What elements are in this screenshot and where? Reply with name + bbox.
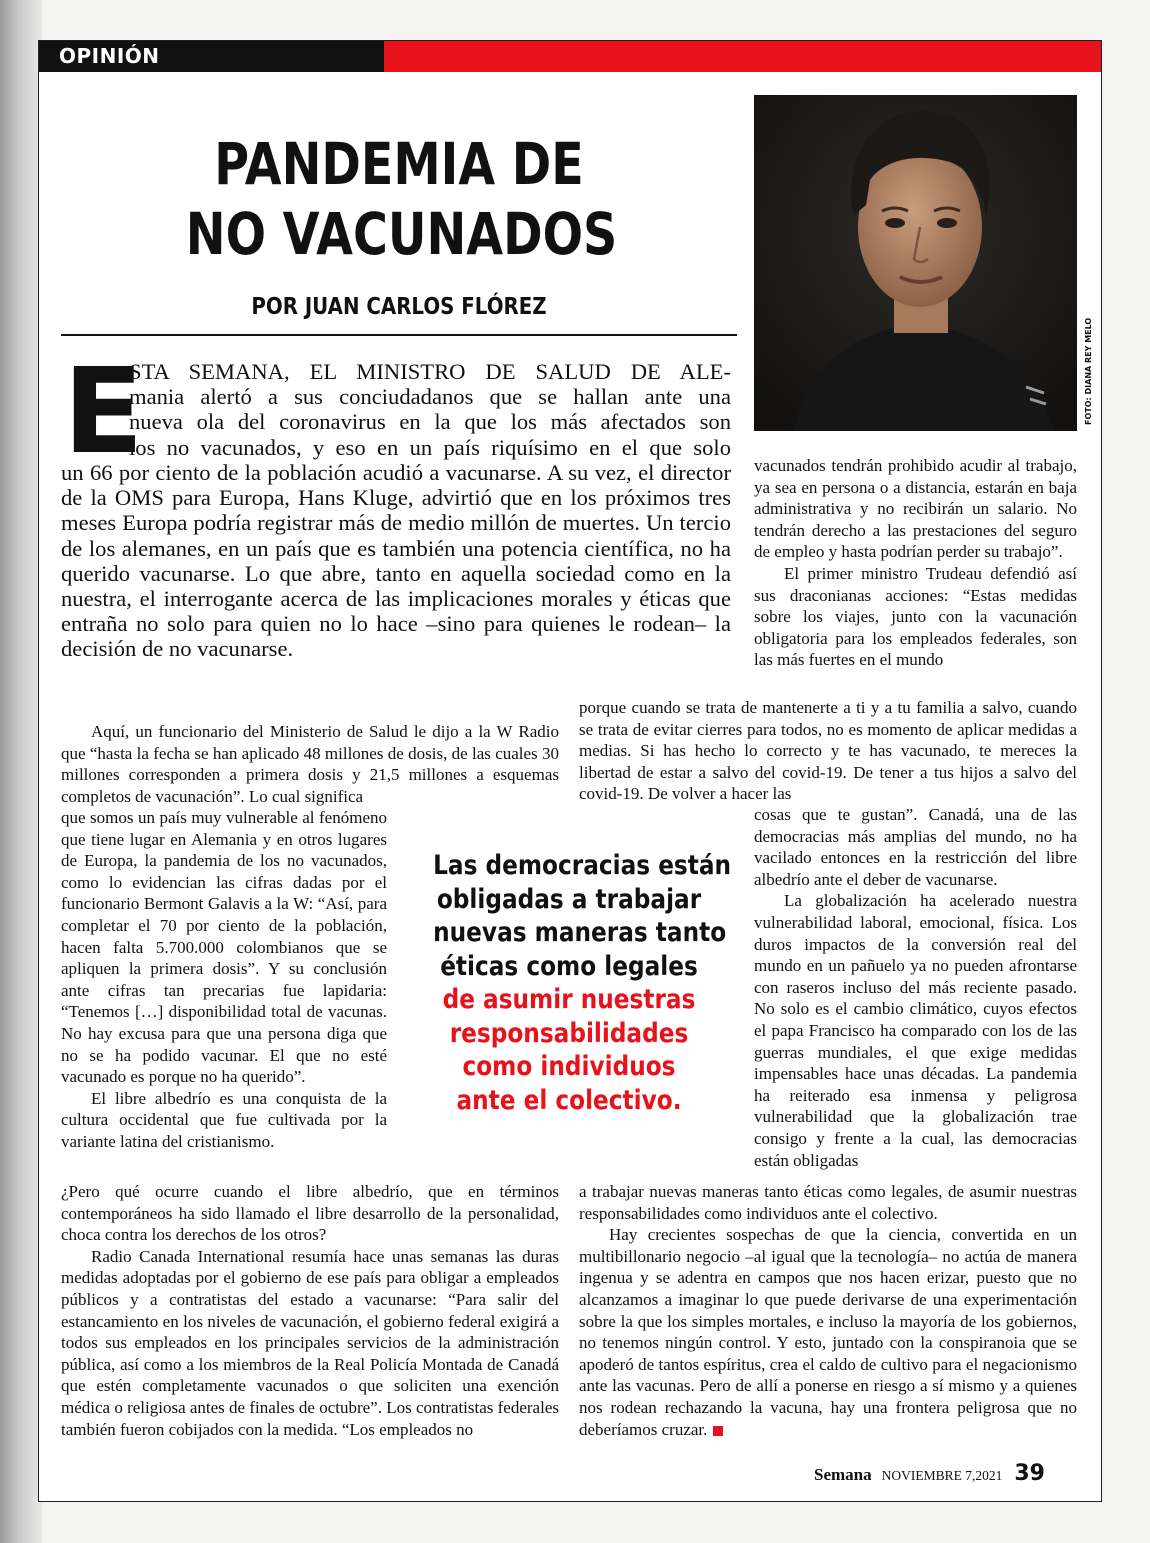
body-paragraph: Aquí, un funcionario del Ministerio de Salud le dijo a la W Radio que “hasta la fecha se han aplicado 48 millones de dosis, de las cuales 30 millones corresponden a primera dosis y 21,5 millones a esquemas completos de vacunación”. Lo cual significa (61, 722, 559, 806)
article-column-right-wrap (754, 804, 1077, 1171)
article-column-left-bottom (61, 1181, 559, 1440)
body-paragraph: La globalización ha acelerado nuestra vulnerabilidad laboral, emocional, física. Los duros impactos de la conversión real del mundo en un pañuelo ya no pueden afrontarse con raseros incluso del más reciente pasado. No solo es el cambio climático, cuyos efectos el papa Francisco ha comparado con los de las guerras mundiales, el que exige medidas impensables hace unas décadas. La pandemia ha reiterado esa inmensa y peligrosa vulnerabilidad que la globalización trae consigo y frente a la cual, las democracias están obligadas (754, 891, 1077, 1170)
byline: POR JUAN CARLOS FLÓREZ (251, 294, 547, 320)
body-paragraph: a trabajar nuevas maneras tanto éticas como legales, de asumir nuestras responsabilidades como individuos ante el colectivo. (579, 1182, 1077, 1223)
article-column-right-bottom (579, 1181, 1077, 1440)
body-paragraph: ¿Pero qué ocurre cuando el libre albedrío, que en términos contemporáneos ha sido llamado el libre desarrollo de la personalidad, choca contra los derechos de los otros? (61, 1182, 559, 1245)
magazine-name: Semana (814, 1465, 872, 1484)
body-paragraph: El libre albedrío es una conquista de la cultura occidental que fue cultivada por la variante latina del cristianismo. (61, 1088, 387, 1151)
article-column-left-top (61, 721, 559, 807)
magazine-page (38, 40, 1102, 1502)
section-bar (39, 41, 1101, 72)
body-paragraph: Hay crecientes sospechas de que la ciencia, convertida en un multibillonario negocio –al igual que la tecnología– no actúa de manera ingenua y se adentra en campos que nos hacen erizar, puesto que no alcanzamos a imaginar lo que puede derivarse de una experimentación sobre la que los simples mortales, e incluso la mayoría de los gobiernos, no tenemos ningún control. Y esto, juntado con la conspiranoia que se apoderó de tantos espíritus, crea el caldo de cultivo para el negacionismo ante las vacunas. Pero de allí a ponerse en riesgo a sí mismo y a quienes nos rodean rechazando la vacuna, hay una frontera peligrosa que no deberíamos cruzar. (579, 1225, 1077, 1439)
pull-quote-highlight-line: responsabilidades (449, 1017, 689, 1049)
section-label: OPINIÓN (59, 44, 160, 68)
pull-quote-highlight-line: de asumir nuestras (442, 984, 696, 1015)
page-binding-shadow (0, 0, 42, 1543)
photo-credit: FOTO: DIANA REY MELO (1084, 317, 1093, 425)
pull-quote-line: obligadas a trabajar (436, 883, 702, 915)
pull-quote-line: Las democracias están (433, 850, 732, 881)
headline-line: PANDEMIA DE (214, 130, 584, 198)
page-footer (814, 1461, 1045, 1486)
pull-quote-line: éticas como legales (440, 950, 698, 982)
pull-quote-highlight-line: ante el colectivo. (456, 1084, 682, 1116)
body-paragraph: porque cuando se trata de mantenerte a ti y a tu familia a salvo, cuando se trata de evitar cierres para todos, no es momento de aplicar medidas a medias. Si has hecho lo correcto y te has vacunado, te mereces la libertad de estar a salvo del covid-19. De tener a tus hijos a salvo del covid-19. De volver a hacer las (579, 698, 1077, 804)
pull-quote (433, 849, 732, 1117)
headline (185, 129, 618, 269)
pull-quote-line: nuevas maneras tanto (433, 917, 727, 948)
headline-rule (61, 334, 737, 336)
body-paragraph: que somos un país muy vulnerable al fenómeno que tiene lugar en Alemania y en otros lugares de Europa, la pandemia de los no vacunados, como lo evidencian las cifras dadas por el funcionario Bermont Galavis a la W: “Así, para completar el 70 por ciento de la población, hacen falta 5.700.000 colombianos que se apliquen la primera dosis”. Y su conclusión ante cifras tan precarias fue lapidaria: “Tenemos […] disponibilidad total de vacunas. No hay excusa para que una persona diga que no se ha podido vacunar. El que no esté vacunado es porque no ha querido”. (61, 808, 387, 1087)
issue-date: NOVIEMBRE 7,2021 (881, 1468, 1003, 1483)
lead-paragraph-rest: un 66 por ciento de la población acudió a vacunarse. A su vez, el director de la OMS para Europa, Hans Kluge, advirtió que en los próximos tres meses Europa podría registrar más de medio millón de muertes. Un tercio de los alemanes, en un país que es también una potencia científica, no ha querido vacunarse. Lo que abre, tanto en aquella sociedad como en la nuestra, el interrogante acerca de las implicaciones morales y éticas que entraña no solo para quien no lo hace –sino para quienes le rodean– la decisión de no vacunarse. (61, 460, 731, 662)
pull-quote-highlight-line: como individuos (462, 1051, 676, 1082)
body-paragraph: vacunados tendrán prohibido acudir al trabajo, ya sea en persona o a distancia, estarán en baja administrativa y no recibirán un salario. No tendrán derecho a las prestaciones del seguro de empleo y hasta podrían perder su trabajo”. (754, 456, 1077, 562)
body-paragraph: Radio Canada International resumía hace unas semanas las duras medidas adoptadas por el gobierno de ese país para obligar a empleados públicos y a contratistas del estado a vacunarse: “Para salir del estancamiento en los niveles de vacunación, el gobierno federal exigirá a todos sus empleados en los principales servicios de la administración pública, así como a los miembros de la Real Policía Montada de Canadá que estén completamente vacunados o que soliciten una exención médica o religiosa antes de finales de octubre”. Los contratistas federales también fueron cobijados con la medida. “Los empleados no (61, 1246, 559, 1439)
article-column-right-top (754, 455, 1077, 671)
end-mark (713, 1426, 723, 1436)
author-photo (754, 95, 1077, 431)
article-column-right-wide (579, 697, 1077, 805)
body-paragraph: El primer ministro Trudeau defendió así sus draconianas acciones: “Estas medidas sobre los viajes, junto con la vacunación obligatoria para los empleados federales, son las más fuertes en el mundo (754, 563, 1077, 670)
drop-cap: E (63, 342, 144, 480)
headline-line: NO VACUNADOS (185, 200, 618, 268)
article-column-left-wrap (61, 807, 387, 1153)
lead-paragraph: STA SEMANA, EL MINISTRO DE SALUD DE ALE- mania alertó a sus conciudadanos que se hallan ante una nueva ola del coronavirus en la que los más afectados son los no vacunados, y eso en un país riquísimo en el que solo (129, 359, 731, 460)
body-paragraph: cosas que te gustan”. Canadá, una de las democracias más amplias del mundo, no ha vacilado entonces en la restricción del libre albedrío ante el deber de vacunarse. (754, 805, 1077, 889)
page-number: 39 (1014, 1461, 1045, 1486)
